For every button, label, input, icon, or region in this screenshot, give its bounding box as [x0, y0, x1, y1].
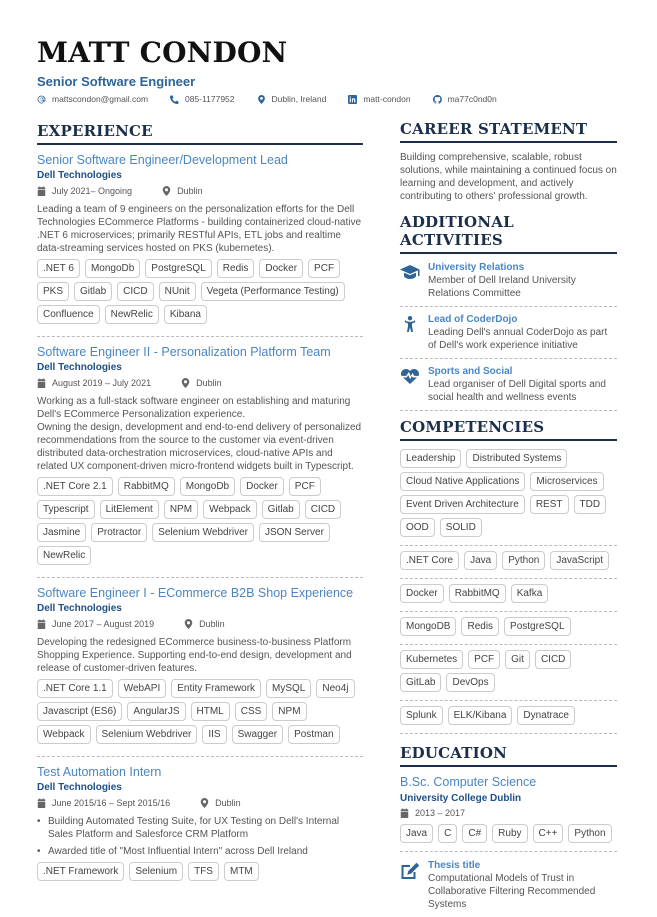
competency-group	[400, 706, 617, 734]
skill-tag: .NET Core 2.1	[37, 477, 113, 496]
left-column	[37, 122, 363, 901]
skill-tag: DevOps	[446, 673, 494, 692]
skill-tag: RabbitMQ	[449, 584, 506, 603]
activity-item	[400, 366, 617, 411]
skill-tag: Microservices	[530, 472, 603, 491]
skill-tag: PCF	[308, 259, 340, 278]
job-entry-company: Dell Technologies	[37, 603, 122, 614]
job-entry	[37, 586, 363, 757]
skill-tag: SOLID	[440, 518, 482, 537]
bullet-text: Building Automated Testing Suite, for UX Testing on Dell's Internal Sales Platform and Salesforce CRM Platform	[48, 816, 340, 840]
map-marker-icon	[184, 619, 193, 629]
skill-tag: CICD	[535, 650, 571, 669]
skill-tag: Dynatrace	[517, 706, 575, 725]
contact-github[interactable]	[433, 94, 497, 104]
contact-location	[257, 94, 327, 104]
job-entry-tags	[37, 862, 363, 885]
contact-linkedin[interactable]	[348, 94, 410, 104]
skill-tag: Java	[400, 824, 433, 843]
skill-tag: C++	[533, 824, 564, 843]
career-heading: CAREER STATEMENT	[400, 120, 617, 143]
job-entry-location: Dublin	[215, 798, 241, 808]
activity-title: Sports and Social	[428, 366, 513, 377]
job-entry-dates: June 2017 – August 2019	[52, 619, 155, 629]
thesis-item	[400, 860, 617, 911]
thesis-title: Thesis title	[428, 860, 481, 871]
skill-tag: Jasmine	[37, 523, 86, 542]
skill-tag: NUnit	[159, 282, 196, 301]
skill-tag: C	[438, 824, 457, 843]
skill-tag: HTML	[191, 702, 230, 721]
job-entry-tags	[37, 679, 363, 748]
contact-email-text: mattscondon@gmail.com	[52, 94, 149, 104]
skill-tag: Typescript	[37, 500, 95, 519]
activity-title: Lead of CoderDojo	[428, 314, 518, 325]
job-entry-company: Dell Technologies	[37, 362, 122, 373]
skill-tag: PCF	[289, 477, 321, 496]
calendar-icon	[37, 186, 46, 196]
skill-tag: NewRelic	[37, 546, 91, 565]
job-entry-meta	[37, 378, 363, 388]
skill-tag: Event Driven Architecture	[400, 495, 525, 514]
skill-tag: .NET Framework	[37, 862, 124, 881]
job-entry-title: Software Engineer II - Personalization Platform Team	[37, 345, 331, 359]
skill-tag: Webpack	[37, 725, 91, 744]
skill-tag: JavaScript	[550, 551, 609, 570]
edit-icon	[400, 862, 420, 880]
skill-tag: Swagger	[232, 725, 283, 744]
job-entry-description: Leading a team of 9 engineers on the personalization efforts for the Dell Technologies ECommerce Platforms - building containerized cloud-native .NET 6 microservices; primarily RESTful APIs, ETL jobs and realtime data-streaming services hosted on PKS (kubernetes).	[37, 204, 362, 254]
skill-tag: Selenium Webdriver	[96, 725, 198, 744]
job-entry-location: Dublin	[199, 619, 225, 629]
contact-linkedin-text: matt-condon	[363, 94, 411, 104]
education-tags	[400, 824, 617, 852]
job-entry-dates: June 2015/16 – Sept 2015/16	[52, 798, 171, 808]
right-column	[400, 120, 617, 911]
skill-tag: Selenium	[129, 862, 183, 881]
linkedin-icon	[348, 95, 357, 104]
competency-group	[400, 449, 617, 546]
job-entry-title: Test Automation Intern	[37, 765, 162, 779]
github-icon	[433, 95, 442, 104]
education-school: University College Dublin	[400, 793, 522, 804]
skill-tag: Confluence	[37, 305, 100, 324]
skill-tag: Javascript (ES6)	[37, 702, 122, 721]
skill-tag: .NET 6	[37, 259, 80, 278]
bullet-item: • Awarded title of "Most Influential Intern" across Dell Ireland	[37, 846, 308, 857]
competency-group	[400, 551, 617, 579]
job-entry-title: Software Engineer I - ECommerce B2B Shop Experience	[37, 586, 354, 600]
skill-tag: NewRelic	[105, 305, 159, 324]
contact-phone-text: 085-1177952	[185, 94, 235, 104]
activity-item	[400, 314, 617, 359]
calendar-icon	[400, 808, 409, 818]
skill-tag: IIS	[202, 725, 226, 744]
job-entry	[37, 345, 363, 578]
calendar-icon	[37, 378, 46, 388]
skill-tag: Docker	[400, 584, 444, 603]
contact-phone[interactable]	[170, 94, 234, 104]
contact-email[interactable]	[37, 94, 148, 104]
skill-tag: MongoDb	[180, 477, 235, 496]
skill-tag: MongoDb	[85, 259, 140, 278]
skill-tag: Neo4j	[316, 679, 354, 698]
education-heading: EDUCATION	[400, 744, 617, 767]
job-entry	[37, 765, 363, 893]
job-entry-tags	[37, 259, 363, 328]
job-entry-location: Dublin	[177, 186, 203, 196]
calendar-icon	[37, 798, 46, 808]
skill-tag: CSS	[235, 702, 268, 721]
activities-heading: ADDITIONAL ACTIVITIES	[400, 213, 617, 254]
heartbeat-icon	[400, 368, 420, 384]
skill-tag: ELK/Kibana	[448, 706, 513, 725]
skill-tag: MySQL	[266, 679, 311, 698]
skill-tag: TFS	[188, 862, 219, 881]
activity-text: Leading Dell's annual CoderDojo as part of Dell's work experience initiative	[428, 327, 608, 351]
skill-tag: C#	[462, 824, 487, 843]
job-entry-tags	[37, 477, 363, 569]
skill-tag: Postman	[288, 725, 339, 744]
skill-tag: Distributed Systems	[466, 449, 567, 468]
skill-tag: Python	[502, 551, 545, 570]
skill-tag: Splunk	[400, 706, 443, 725]
skill-tag: CICD	[305, 500, 341, 519]
map-marker-icon	[181, 378, 190, 388]
competencies-heading: COMPETENCIES	[400, 418, 617, 441]
job-entry-meta	[37, 798, 363, 808]
skill-tag: REST	[530, 495, 569, 514]
contact-bar	[37, 94, 519, 104]
contact-location-text: Dublin, Ireland	[271, 94, 327, 104]
skill-tag: Entity Framework	[171, 679, 261, 698]
skill-tag: Redis	[461, 617, 499, 636]
skill-tag: GitLab	[400, 673, 441, 692]
job-entry-company: Dell Technologies	[37, 170, 122, 181]
job-entry-company: Dell Technologies	[37, 782, 122, 793]
skill-tag: Java	[464, 551, 497, 570]
skill-tag: Ruby	[492, 824, 527, 843]
skill-tag: MongoDB	[400, 617, 456, 636]
education-dates: 2013 – 2017	[415, 808, 466, 818]
skill-tag: LitElement	[100, 500, 159, 519]
skill-tag: Kafka	[511, 584, 549, 603]
job-title: Senior Software Engineer	[37, 74, 196, 89]
skill-tag: Kibana	[164, 305, 207, 324]
child-icon	[400, 316, 420, 332]
skill-tag: Redis	[217, 259, 255, 278]
map-marker-icon	[162, 186, 171, 196]
map-marker-icon	[200, 798, 209, 808]
skill-tag: CICD	[117, 282, 153, 301]
skill-tag: Git	[505, 650, 530, 669]
job-entry-dates: August 2019 – July 2021	[52, 378, 152, 388]
phone-icon	[170, 95, 179, 104]
skill-tag: Docker	[240, 477, 284, 496]
competency-group	[400, 584, 617, 612]
job-entry-dates: July 2021– Ongoing	[52, 186, 133, 196]
job-entry	[37, 153, 363, 337]
skill-tag: Vegeta (Performance Testing)	[201, 282, 345, 301]
skill-tag: JSON Server	[259, 523, 330, 542]
skill-tag: TDD	[574, 495, 607, 514]
skill-tag: MTM	[224, 862, 259, 881]
skill-tag: NPM	[272, 702, 306, 721]
contact-github-text: ma77c0nd0n	[447, 94, 497, 104]
job-entry-bullets	[37, 815, 363, 858]
skill-tag: Docker	[259, 259, 303, 278]
skill-tag: Leadership	[400, 449, 461, 468]
skill-tag: OOD	[400, 518, 435, 537]
skill-tag: PKS	[37, 282, 69, 301]
education-meta	[400, 808, 617, 818]
map-marker-icon	[257, 95, 266, 104]
experience-heading: EXPERIENCE	[37, 122, 363, 145]
thesis-text: Computational Models of Trust in Collaborative Filtering Recommended Systems	[428, 873, 596, 910]
job-entry-description: Developing the redesigned ECommerce business-to-business Platform Shopping Experience. Supporting end-to-end design, development and release of customer-driven features.	[37, 637, 352, 674]
skill-tag: NPM	[164, 500, 198, 519]
skill-tag: WebAPI	[118, 679, 167, 698]
job-entry-title: Senior Software Engineer/Development Lead	[37, 153, 288, 167]
skill-tag: Python	[568, 824, 611, 843]
education-degree: B.Sc. Computer Science	[400, 775, 537, 789]
bullet-text: Awarded title of "Most Influential Intern" across Dell Ireland	[48, 846, 308, 857]
skill-tag: PCF	[468, 650, 500, 669]
skill-tag: Cloud Native Applications	[400, 472, 525, 491]
graduation-cap-icon	[400, 264, 420, 280]
job-entry-meta	[37, 619, 363, 629]
skill-tag: RabbitMQ	[118, 477, 175, 496]
bullet-item: • Building Automated Testing Suite, for UX Testing on Dell's Internal Sales Platform and Salesforce CRM Platform	[37, 815, 363, 841]
activity-title: University Relations	[428, 262, 525, 273]
career-statement: Building comprehensive, scalable, robust solutions, while maintaining a continued focus on learning and development, and actively contributing to others' professional growth.	[400, 152, 617, 202]
job-entry-location: Dublin	[196, 378, 222, 388]
activity-text: Lead organiser of Dell Digital sports and social health and wellness events	[428, 379, 606, 403]
skill-tag: Gitlab	[262, 500, 300, 519]
skill-tag: .NET Core 1.1	[37, 679, 113, 698]
skill-tag: PostgreSQL	[504, 617, 570, 636]
skill-tag: PostgreSQL	[145, 259, 211, 278]
skill-tag: Webpack	[203, 500, 257, 519]
at-icon	[37, 95, 46, 104]
calendar-icon	[37, 619, 46, 629]
skill-tag: Selenium Webdriver	[152, 523, 254, 542]
competency-group	[400, 617, 617, 645]
skill-tag: .NET Core	[400, 551, 459, 570]
activity-item	[400, 262, 617, 307]
activity-text: Member of Dell Ireland University Relations Committee	[428, 275, 576, 299]
skill-tag: Kubernetes	[400, 650, 463, 669]
skill-tag: AngularJS	[127, 702, 185, 721]
job-entry-meta	[37, 186, 363, 196]
job-entry-description: Working as a full-stack software engineer on establishing and maturing Dell's ECommerce Personalization experience. Owning the design, development and end-to-end delivery of personalized recommendations from the source to the customer via event-driven distributed data-orchestration microservices, cloud-native APIs and related UX component-driven micro-frontend widgets built in Typescript.	[37, 396, 362, 472]
skill-tag: Protractor	[91, 523, 147, 542]
person-name: MATT CONDON	[37, 36, 288, 69]
skill-tag: Gitlab	[74, 282, 112, 301]
competency-group	[400, 650, 617, 701]
